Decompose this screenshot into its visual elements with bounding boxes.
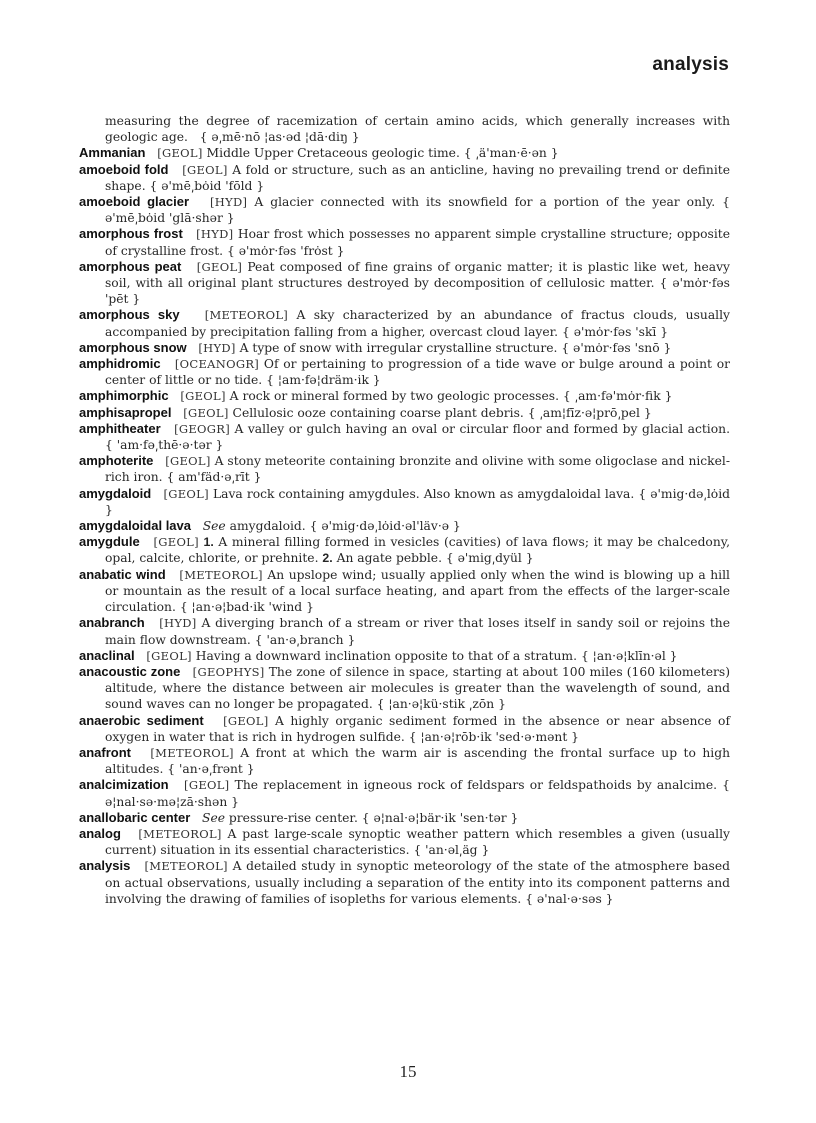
entry-pronunciation: { ə'mig͵dyül } — [445, 551, 534, 566]
entry-pronunciation: { 'an·əl͵äg } — [413, 843, 490, 858]
entry-headword: anacoustic zone — [79, 663, 181, 679]
entry-pronunciation: { ə'mig·də͵lȯid·əl'läv·ə } — [309, 519, 461, 534]
subject-label: [METEOROL] — [204, 308, 289, 323]
subject-label: [GEOL] — [184, 778, 230, 793]
subject-label: [OCEANOGR] — [174, 357, 260, 372]
entry-headword: amygdaloid — [79, 485, 152, 501]
entry-pronunciation: { 'an·ə͵branch } — [254, 632, 356, 647]
dictionary-entry — [79, 810, 730, 826]
entry-pronunciation: { ə'mē͵bȯid 'glā·shər } — [105, 195, 730, 226]
entry-headword: analcimization — [79, 777, 169, 793]
entry-definition: A glacier connected with its snowfield for a portion of the year only. — [254, 195, 716, 210]
subject-label: [GEOL] — [146, 648, 192, 663]
entry-pronunciation: { ¦an·ə¦bad·ik 'wind } — [179, 600, 314, 615]
entry-headword: anallobaric center — [79, 809, 191, 825]
entry-definition: The replacement in igneous rock of feldspars or feldspathoids by analcime. — [234, 778, 717, 793]
entry-pronunciation: { ͵am·fə'mȯr·fik } — [562, 389, 673, 404]
dictionary-entry — [79, 664, 730, 713]
entry-pronunciation: { ¦an·ə¦klīn·əl } — [580, 648, 678, 663]
entry-headword: amygdaloidal lava — [79, 518, 191, 534]
entry-pronunciation: { ¦an·ə¦rōb·ik 'sed·ə·mənt } — [408, 729, 579, 744]
see-reference: See — [202, 810, 225, 825]
entry-definition: A diverging branch of a stream or river that loses itself in sandy soil or rejoins the main flow downstream. — [105, 616, 730, 647]
entry-pronunciation: { ͵ä'man·ē·ən } — [463, 146, 559, 161]
entry-definition: Having a downward inclination opposite to that of a stratum. — [195, 648, 578, 663]
entry-headword: analysis — [79, 858, 131, 874]
entry-headword: amoeboid fold — [79, 161, 169, 177]
entry-definition: A valley or gulch having an oval or circular floor and formed by glacial action. — [234, 421, 730, 436]
entry-definition: Middle Upper Cretaceous geologic time. — [206, 146, 460, 161]
page-number: 15 — [399, 1062, 417, 1081]
dictionary-entry — [79, 858, 730, 907]
entry-definition: A type of snow with irregular crystalline structure. — [239, 340, 558, 355]
entry-headword: anaerobic sediment — [79, 712, 204, 728]
entry-pronunciation: { 'am·fə͵thē·ə·tər } — [105, 438, 224, 453]
subject-label: [GEOGR] — [174, 421, 231, 436]
dictionary-entry — [79, 226, 730, 258]
subject-label: [GEOPHYS] — [192, 664, 265, 679]
entry-definition: amygdaloid. — [229, 519, 306, 534]
entry-headword: amphitheater — [79, 420, 161, 436]
entry-pronunciation: { ə'mȯr·fəs 'frȯst } — [226, 243, 345, 258]
dictionary-entry — [79, 534, 730, 566]
dictionary-entry — [79, 145, 730, 161]
subject-label: [GEOL] — [157, 146, 203, 161]
entry-headword: amphimorphic — [79, 388, 169, 404]
entry-definition: The zone of silence in space, starting at about 100 miles (160 kilometers) altitude, where the distance between air molecules is greater than the wavelength of sound, and sound waves can no longer be propagated. — [105, 664, 730, 712]
subject-label: [METEOROL] — [144, 859, 228, 874]
entry-headword: amorphous snow — [79, 339, 187, 355]
subject-label: [METEOROL] — [179, 567, 263, 582]
entry-headword: anabatic wind — [79, 566, 166, 582]
entry-pronunciation: { ə'mē͵bȯid 'fōld } — [149, 178, 265, 193]
entry-headword: amygdule — [79, 534, 140, 550]
dictionary-entry — [79, 421, 730, 453]
entry-headword: anaclinal — [79, 647, 135, 663]
entry-definition: Of or pertaining to progression of a tide wave or bulge around a point or center of little or no tide. — [105, 357, 730, 388]
dictionary-entry — [79, 453, 730, 485]
dictionary-entry — [79, 259, 730, 308]
subject-label: [HYD] — [198, 340, 236, 355]
entry-headword: Ammanian — [79, 145, 146, 161]
subject-label: [GEOL] — [182, 162, 228, 177]
entry-pronunciation: { ə¦nal·sə·mə¦zā·shən } — [105, 778, 730, 809]
dictionary-entry — [79, 518, 730, 534]
subject-label: [GEOL] — [163, 486, 209, 501]
continued-entry — [79, 113, 730, 145]
dictionary-entry — [79, 340, 730, 356]
entry-pronunciation: { 'an·ə͵frənt } — [167, 762, 255, 777]
entry-headword: amphidromic — [79, 356, 161, 372]
entry-headword: analog — [79, 825, 121, 841]
dictionary-entry — [79, 486, 730, 518]
running-head-guide-word: analysis — [652, 54, 729, 75]
entry-definition: A stony meteorite containing bronzite and olivine with some oligoclase and nickel-rich iron. — [105, 454, 730, 485]
entry-pronunciation: { ¦am·fə¦dräm·ik } — [266, 373, 381, 388]
entry-definition: A front at which the warm air is ascending the frontal surface up to high altitudes. — [105, 745, 730, 777]
entry-headword: amorphous sky — [79, 307, 180, 323]
entry-definition: A past large-scale synoptic weather pattern which resembles a given (usually current) situation in its essential characteristics. — [105, 826, 730, 858]
dictionary-entry — [79, 162, 730, 194]
entry-definition: Peat composed of fine grains of organic matter; it is plastic like wet, heavy soil, with all original plant structures destroyed by decomposition of cellulosic matter. — [105, 259, 730, 291]
subject-label: [METEOROL] — [138, 826, 222, 841]
entry-pronunciation: { ¦an·ə¦kü·stik ͵zōn } — [376, 697, 506, 712]
subject-label: [GEOL] — [180, 389, 226, 404]
dictionary-entry — [79, 388, 730, 404]
sense-number: 1. — [203, 535, 214, 550]
entry-definition: A highly organic sediment formed in the absence or near absence of oxygen in water that is rich in hydrogen sulfide. — [105, 713, 731, 744]
subject-label: [GEOL] — [165, 454, 211, 469]
subject-label: [GEOL] — [196, 259, 243, 274]
dictionary-entry — [79, 567, 730, 616]
sense-number: 2. — [322, 551, 333, 566]
subject-label: [GEOL] — [153, 535, 199, 550]
entry-list — [79, 113, 730, 907]
entry-definition: A fold or structure, such as an anticline, having no prevailing trend or definite shape. — [105, 162, 730, 193]
entry-pronunciation: { ə'mȯr·fəs 'snō } — [561, 340, 672, 355]
dictionary-entry — [79, 648, 730, 664]
see-reference: See — [202, 519, 226, 534]
subject-label: [METEOROL] — [150, 745, 234, 760]
entry-container — [79, 145, 730, 907]
entry-headword: amorphous frost — [79, 226, 183, 242]
dictionary-entry — [79, 826, 730, 858]
continued-definition: measuring the degree of racemization of certain amino acids, which generally increases with geologic age. — [105, 114, 730, 145]
subject-label: [HYD] — [159, 616, 197, 631]
dictionary-entry — [79, 615, 730, 647]
entry-pronunciation: { ə'nal·ə·səs } — [525, 891, 614, 906]
entry-pronunciation: { ͵am¦fīz·ə¦prō͵pel } — [527, 405, 652, 420]
entry-pronunciation: { ə¦nal·ə¦bär·ik 'sen·tər } — [361, 810, 519, 825]
entry-headword: amorphous peat — [79, 258, 182, 274]
subject-label: [GEOL] — [223, 713, 269, 728]
entry-headword: amphoterite — [79, 453, 154, 469]
entry-headword: anafront — [79, 744, 131, 760]
dictionary-entry — [79, 405, 730, 421]
entry-pronunciation: { ə'mȯr·fəs 'skī } — [562, 324, 669, 339]
entry-pronunciation: { ə'mig·də͵lȯid } — [105, 486, 730, 517]
entry-definition: Lava rock containing amygdules. Also known as amygdaloidal lava. — [212, 486, 635, 501]
dictionary-entry — [79, 777, 730, 809]
entry-definition: An agate pebble. — [336, 551, 442, 566]
entry-definition: A sky characterized by an abundance of fractus clouds, usually accompanied by precipitation falling from a higher, overcast cloud layer. — [105, 308, 730, 339]
continued-pronunciation: { ə͵mē·nō ¦as·əd ¦dā·diŋ } — [199, 130, 360, 145]
entry-headword: amoeboid glacier — [79, 194, 190, 210]
entry-definition: An upslope wind; usually applied only when the wind is blowing up a hill or mountain as the result of a local surface heating, and apart from the effects of the larger-scale circulation. — [105, 567, 730, 615]
dictionary-entry — [79, 356, 730, 388]
entry-definition: Cellulosic ooze containing coarse plant debris. — [232, 405, 524, 420]
entry-definition: A rock or mineral formed by two geologic processes. — [229, 389, 559, 404]
entry-pronunciation: { ə'mȯr·fəs 'pēt } — [105, 276, 730, 307]
entry-headword: anabranch — [79, 615, 145, 631]
dictionary-entry — [79, 194, 730, 226]
entry-definition: Hoar frost which possesses no apparent simple crystalline structure; opposite of crystalline frost. — [105, 227, 730, 258]
entry-definition: A detailed study in synoptic meteorology of the state of the atmosphere based on actual observations, usually including a separation of the entity into its component patterns and involving the drawing of families of isopleths for various elements. — [105, 859, 730, 906]
subject-label: [HYD] — [210, 195, 248, 210]
entry-definition: pressure-rise center. — [228, 810, 358, 825]
dictionary-entry — [79, 307, 730, 339]
dictionary-entry — [79, 713, 730, 745]
entry-pronunciation: { am'fäd·ə͵rīt } — [166, 470, 262, 485]
subject-label: [HYD] — [196, 227, 234, 242]
dictionary-entry — [79, 745, 730, 777]
entry-headword: amphisapropel — [79, 404, 172, 420]
subject-label: [GEOL] — [183, 405, 229, 420]
entry-definition: A mineral filling formed in vesicles (cavities) of lava flows; it may be chalcedony, opal, calcite, chlorite, or prehnite. — [105, 535, 730, 566]
